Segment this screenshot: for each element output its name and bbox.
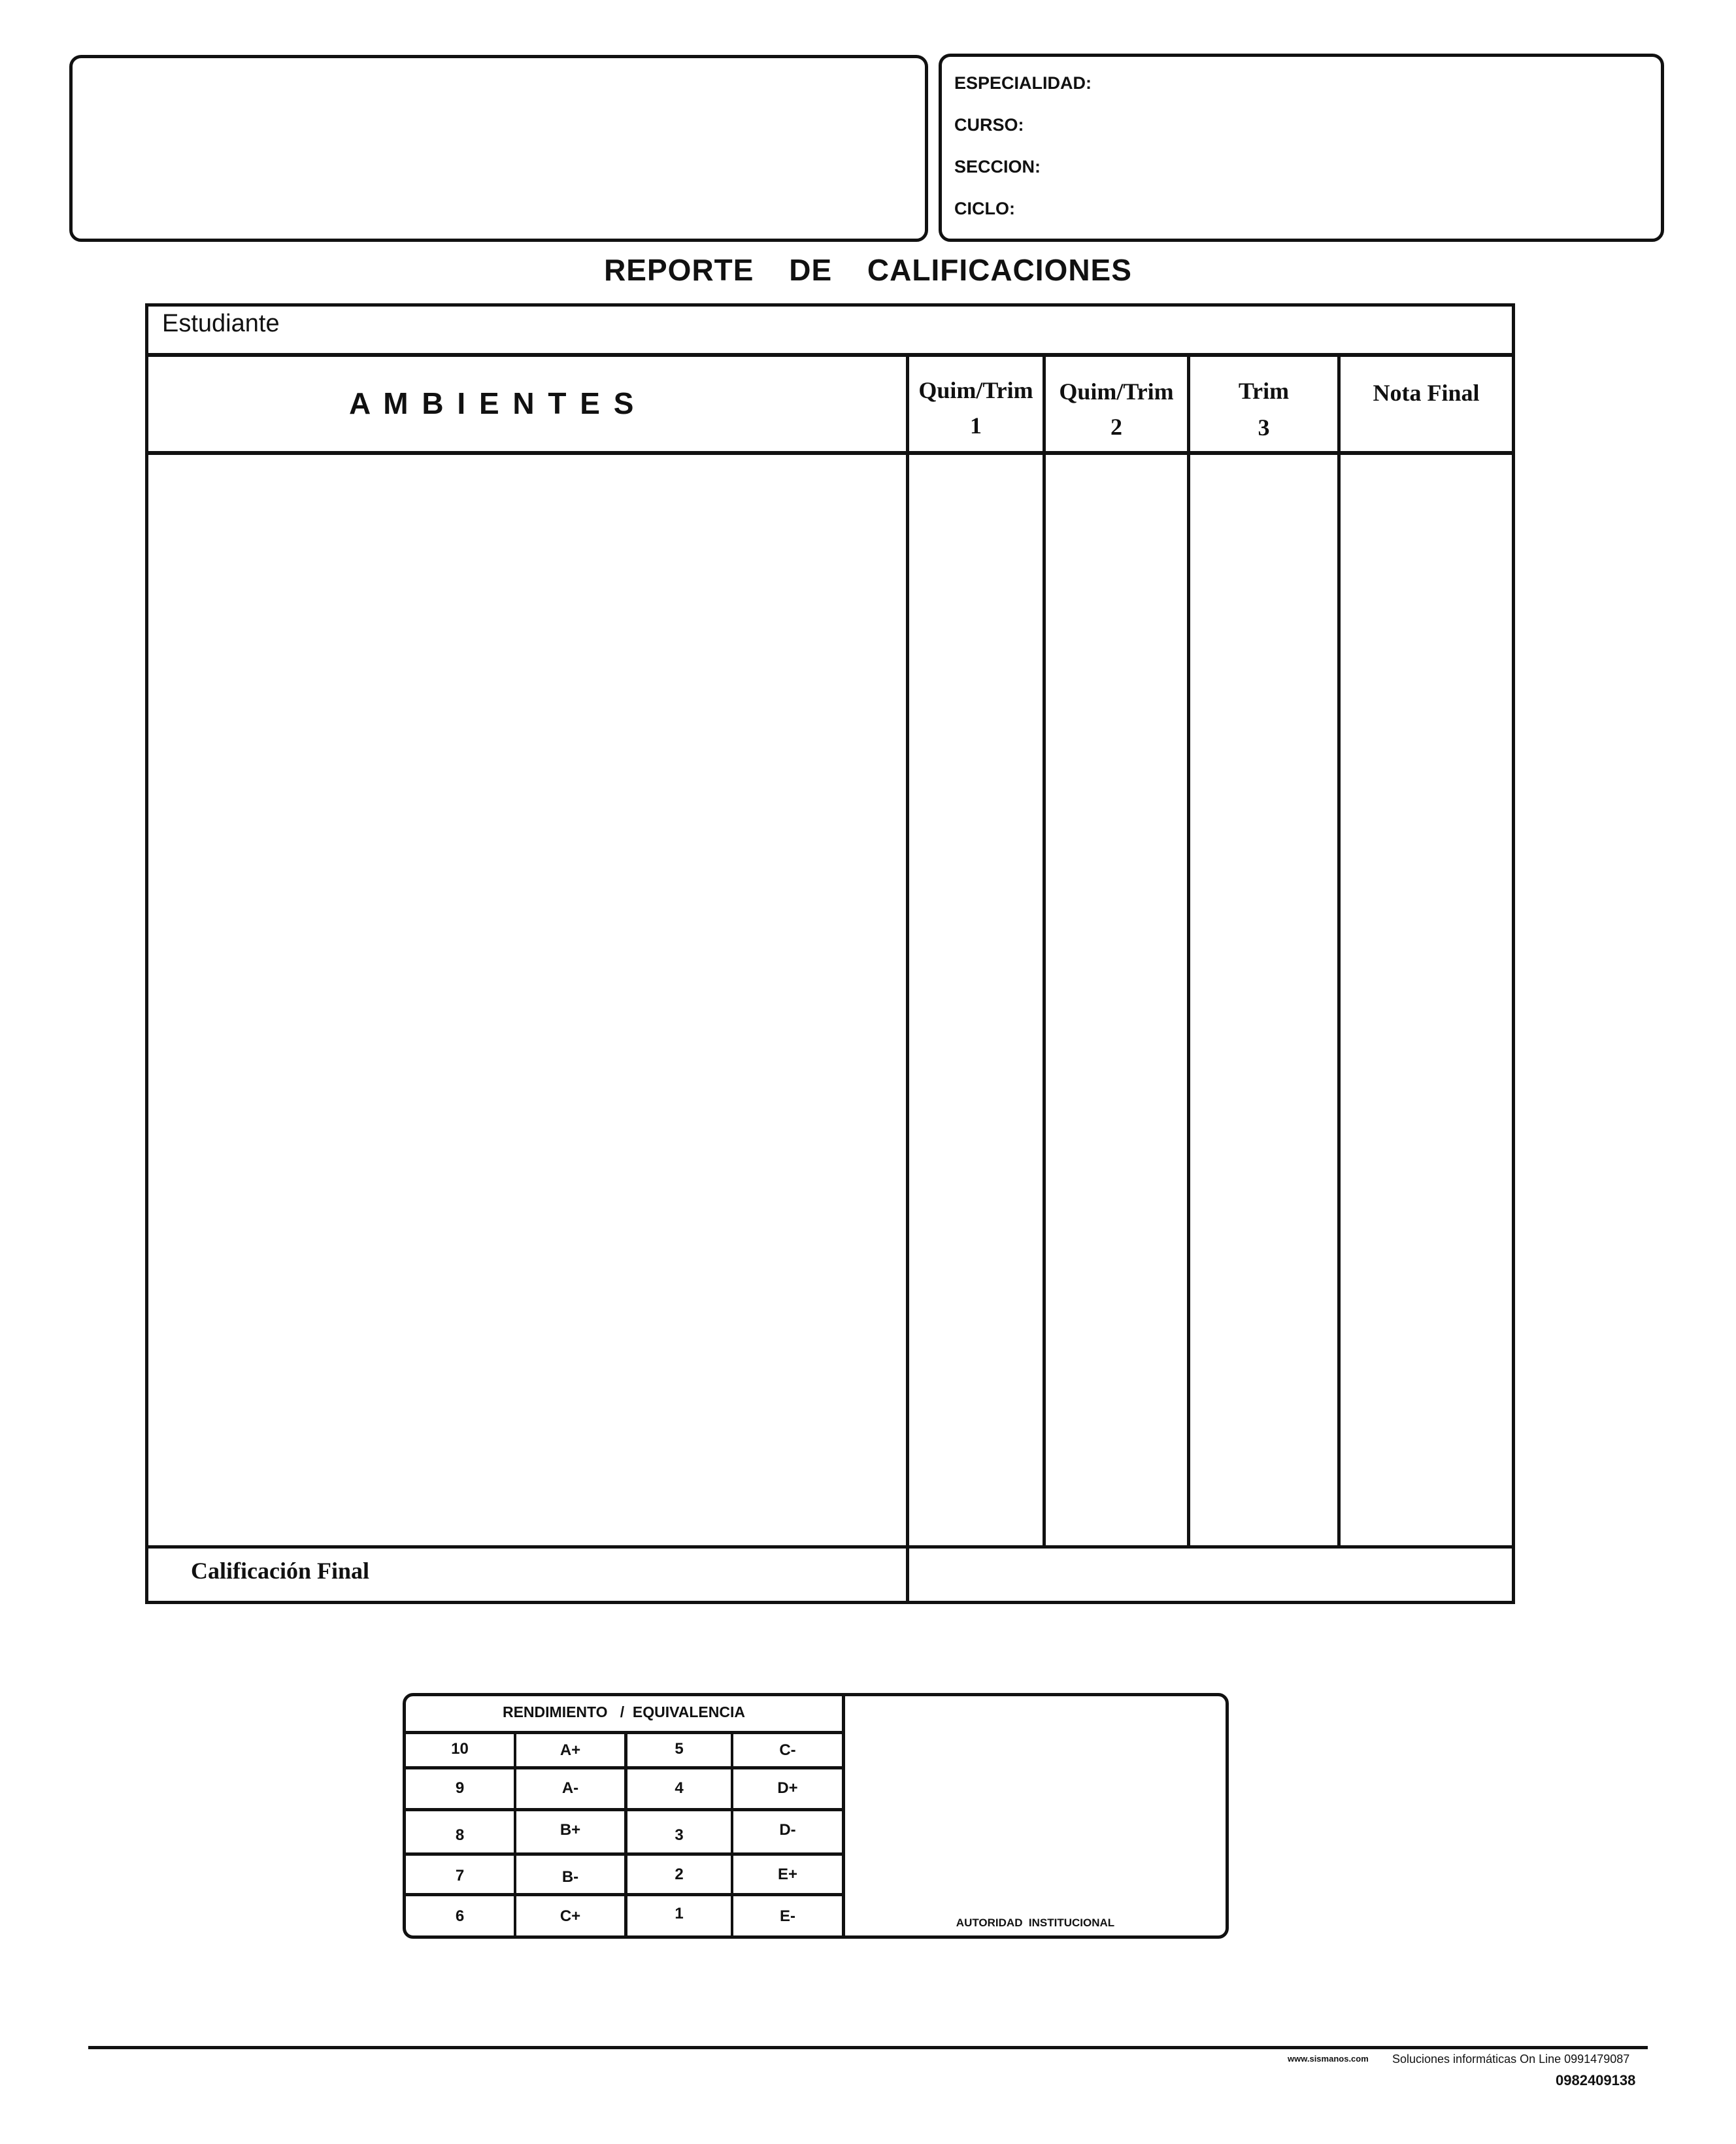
school-info-box (69, 55, 928, 242)
equivalence-cell: 7 (455, 1867, 465, 1884)
header-top-rule (145, 353, 1515, 357)
curso-label: CURSO: (954, 115, 1024, 135)
page-title: REPORTE DE CALIFICACIONES (604, 253, 1132, 287)
col2-header-line2: 2 (1110, 414, 1122, 440)
authority-divider (842, 1693, 845, 1939)
equivalence-box (403, 1693, 1229, 1939)
footer-company: Soluciones informáticas On Line 0991479087 (1392, 2052, 1630, 2066)
subjects-header: A M B I E N T E S (349, 386, 637, 420)
equivalence-cell: 9 (455, 1779, 465, 1797)
authority-label: AUTORIDAD INSTITUCIONAL (956, 1917, 1115, 1929)
equivalence-cell: 6 (455, 1907, 465, 1925)
equivalence-cell: C+ (559, 1907, 581, 1925)
equivalence-cell: E+ (777, 1866, 798, 1883)
col3-header (1190, 373, 1337, 446)
especialidad-label: ESPECIALIDAD: (954, 73, 1092, 93)
equivalence-cell: 8 (455, 1826, 465, 1844)
col2-header (1046, 374, 1187, 444)
subjects-divider (906, 353, 909, 1604)
ciclo-label: CICLO: (954, 199, 1015, 218)
col3-header-line2: 3 (1258, 414, 1270, 441)
equivalence-cell: E- (780, 1907, 795, 1925)
equivalence-cell: 5 (675, 1740, 684, 1758)
footer-rule (88, 2046, 1648, 2049)
equivalence-cell: 4 (675, 1779, 684, 1797)
seccion-label: SECCION: (954, 157, 1041, 176)
final-grade-header: Nota Final (1373, 380, 1480, 406)
equivalence-cell: 3 (675, 1826, 684, 1844)
col1-header-line2: 1 (970, 412, 982, 439)
equivalence-cell: D- (779, 1821, 796, 1839)
footer-phone: 0982409138 (1556, 2072, 1636, 2088)
equivalence-cell: 10 (451, 1740, 469, 1758)
footer-website: www.sismanos.com (1288, 2054, 1369, 2064)
equivalence-cell: A+ (559, 1741, 581, 1759)
col3-divider (1337, 353, 1341, 1549)
equivalence-cell: B+ (559, 1821, 581, 1839)
equivalence-cell: 2 (675, 1866, 684, 1883)
equivalence-header: RENDIMIENTO / EQUIVALENCIA (502, 1703, 745, 1720)
equivalence-cell: 1 (675, 1905, 684, 1922)
final-grade-label: Calificación Final (191, 1558, 369, 1584)
col2-header-line1: Quim/Trim (1059, 378, 1174, 405)
equivalence-cell: D+ (777, 1779, 798, 1797)
final-row-rule (145, 1545, 1515, 1549)
equivalence-cell: C- (779, 1741, 796, 1759)
col3-header-line1: Trim (1238, 378, 1290, 404)
col1-header-line1: Quim/Trim (918, 377, 1033, 403)
col2-divider (1187, 353, 1190, 1549)
header-bottom-rule (145, 451, 1515, 455)
equivalence-cell: A- (561, 1779, 579, 1797)
student-label: Estudiante (162, 310, 280, 337)
equivalence-cell: B- (561, 1868, 579, 1886)
col1-header (909, 373, 1043, 443)
col1-divider (1043, 353, 1046, 1549)
grades-table (145, 303, 1515, 1604)
